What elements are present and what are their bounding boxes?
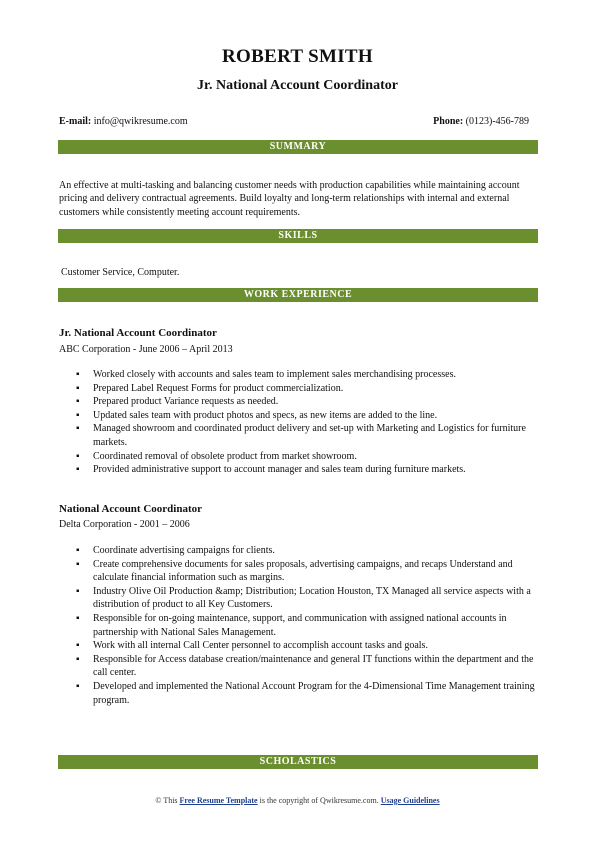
summary-text: An effective at multi-tasking and balancing customer needs with production capabilities while maintaining account pricing and delivery contractual agreements. Build loyalty and long-term relationships with internal and external customers while consistently meeting account requirements. [59, 180, 520, 218]
summary-heading: SUMMARY [58, 140, 538, 154]
list-item: ▪ Provided administrative support to account manager and sales team during furniture markets. [59, 463, 539, 477]
phone-value: (0123)-456-789 [465, 116, 529, 127]
phone-label: Phone: [433, 116, 464, 127]
job-company: Delta Corporation - 2001 – 2006 [59, 519, 190, 530]
usage-guidelines-link[interactable]: Usage Guidelines [380, 796, 440, 805]
list-item: ▪ Updated sales team with product photos and specs, as new items are added to the line. [59, 409, 539, 423]
work-experience-heading: WORK EXPERIENCE [58, 288, 538, 302]
job-title: National Account Coordinator [59, 503, 202, 515]
list-item: ▪ Worked closely with accounts and sales team to implement sales merchandising processes. [59, 368, 539, 382]
email-label: E-mail: [59, 116, 92, 127]
email-line [59, 116, 188, 127]
job-bullet-list [59, 368, 539, 477]
list-item: ▪ Prepared Label Request Forms for product commercialization. [59, 382, 539, 396]
skills-text: Customer Service, Computer. [61, 267, 180, 278]
list-item: ▪ Prepared product Variance requests as needed. [59, 395, 539, 409]
list-item: ▪ Coordinate advertising campaigns for clients. [59, 544, 539, 558]
list-item: ▪ Responsible for Access database creation/maintenance and general IT functions within the department and the call center. [59, 653, 539, 680]
candidate-name: ROBERT SMITH [222, 46, 373, 67]
list-item: ▪ Coordinated removal of obsolete product from market showroom. [59, 450, 539, 464]
list-item: ▪ Responsible for on-going maintenance, support, and communication with assigned national accounts in partnership with National Sales Management. [59, 612, 539, 639]
list-item: ▪ Create comprehensive documents for sales proposals, advertising campaigns, and recaps Understand and calculate financial information such as margins. [59, 558, 539, 585]
list-item: ▪ Managed showroom and coordinated product delivery and set-up with Marketing and Logistics for furniture markets. [59, 422, 539, 449]
phone-line [433, 116, 529, 127]
list-item: ▪ Work with all internal Call Center personnel to accomplish account tasks and goals. [59, 639, 539, 653]
list-item: ▪ Industry Olive Oil Production &amp; Distribution; Location Houston, TX Managed all service aspects with a distribution of product to all Key Customers. [59, 585, 539, 612]
free-resume-template-link[interactable]: Free Resume Template [179, 796, 258, 805]
job-bullet-list [59, 544, 539, 707]
email-value: info@qwikresume.com [93, 116, 188, 127]
list-item: ▪ Developed and implemented the National Account Program for the 4-Dimensional Time Management training program. [59, 680, 539, 707]
footer-prefix: © This [155, 796, 178, 805]
copyright-footer [0, 796, 595, 805]
candidate-title: Jr. National Account Coordinator [197, 78, 398, 93]
job-title: Jr. National Account Coordinator [59, 327, 217, 339]
skills-heading: SKILLS [58, 229, 538, 243]
footer-middle: is the copyright of Qwikresume.com. [259, 796, 379, 805]
scholastics-heading: SCHOLASTICS [58, 755, 538, 769]
job-company: ABC Corporation - June 2006 – April 2013 [59, 344, 233, 355]
